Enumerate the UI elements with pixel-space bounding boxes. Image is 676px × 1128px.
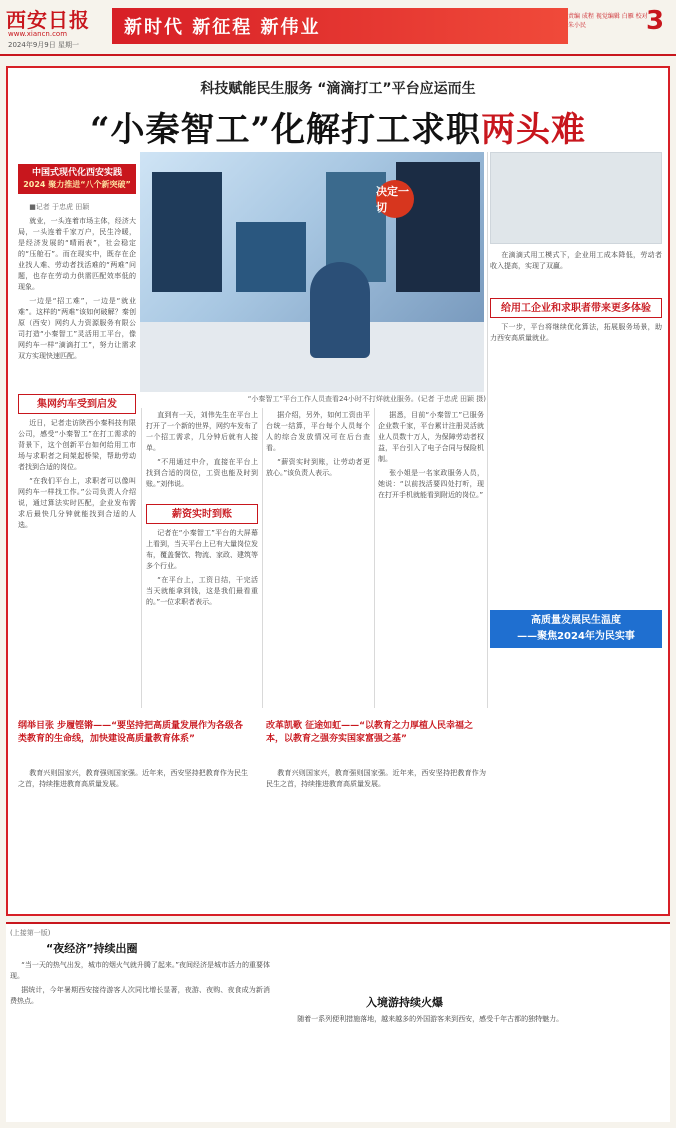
editor-credits: 责编 成程 视觉编辑 白雁 校对 朱小民 xyxy=(568,13,648,29)
photo-person xyxy=(310,262,370,358)
headline-inbound-tourism: 入境游持续火爆 xyxy=(366,996,443,1009)
section-banner: 新时代 新征程 新伟业 xyxy=(112,8,568,44)
photo-screen xyxy=(152,172,222,292)
paragraph: 教育兴则国家兴，教育强则国家强。近年来，西安坚持把教育作为民生之首，持续推进教育高质量发展。 xyxy=(266,769,486,788)
story-kicker: 科技赋能民生服务 “滴滴打工”平台应运而生 xyxy=(200,81,476,97)
paragraph: 近日，记者走访陕西小秦科技有限公司，感受“小秦智工”在打工需求的背景下，这个创新平台如何给用工市场与求职者之间架起桥梁，帮助劳动者找到合适的岗位。 xyxy=(18,419,136,471)
subhead-2: 薪资实时到账 xyxy=(146,504,258,524)
continued-label: (上接第一版) xyxy=(10,929,51,937)
text-column-night-economy xyxy=(10,960,270,1120)
badge-subtitle: ——聚焦2024年为民实事 xyxy=(517,631,635,642)
site-url: www.xiancn.com xyxy=(8,30,68,38)
paragraph: 据悉，目前“小秦智工”已服务企业数千家，平台累计注册灵活就业人员数十万人，为保障劳动者权益，平台引入了电子合同与保险机制。 xyxy=(378,411,484,463)
photo-screen xyxy=(396,162,480,292)
main-photo xyxy=(140,152,484,392)
paragraph: 张小姐是一名家政服务人员，她说：“以前找活要四处打听，现在打开手机就能看到附近的岗位。” xyxy=(378,469,484,499)
feature-story xyxy=(6,66,670,916)
paragraph: 在滴滴式用工模式下，企业用工成本降低，劳动者收入提高，实现了双赢。 xyxy=(490,251,662,270)
newspaper-logo: 西安日报 xyxy=(6,8,90,32)
paragraph: 下一步，平台将继续优化算法，拓展服务场景，助力西安高质量就业。 xyxy=(490,323,662,342)
text-column-2b xyxy=(146,528,258,708)
paragraph: “在平台上，工资日结，干完活当天就能拿到钱，这是我们最看重的。”一位求职者表示。 xyxy=(146,576,258,606)
text-column-4 xyxy=(378,410,484,708)
section-headline-education: 纲举目张 步履铿锵——“要坚持把高质量发展作为各级各类教育的生命线，加快建设高质量教育体系” xyxy=(18,721,244,744)
text-column-5 xyxy=(490,250,662,294)
secondary-photo xyxy=(490,152,662,244)
headline-main: “小秦智工”化解打工求职 xyxy=(89,110,482,150)
subhead-3: 给用工企业和求职者带来更多体验 xyxy=(490,298,662,318)
headline-accent: 两头难 xyxy=(481,110,587,150)
headline-night-economy: “夜经济”持续出圈 xyxy=(46,942,138,955)
photo-caption: “小秦智工”平台工作人员查看24小时不打烊就业服务。(记者 于忠虎 田颖 摄) xyxy=(247,395,486,403)
subhead-1: 集网约车受到启发 xyxy=(18,394,136,414)
text-column-3 xyxy=(266,410,370,708)
badge-title: 高质量发展民生温度 xyxy=(531,615,621,626)
text-column-education xyxy=(18,768,248,908)
paragraph: 就业，一头连着市场主体，经济大局，一头连着千家万户，民生冷暖，是经济发展的“晴雨表”，社会稳定的“压舱石”。而在现实中，既存在企业找人难、劳动者找活难的“两难”问题，也存在劳动力供需匹配效率低的现象。 xyxy=(18,217,136,291)
paragraph: “在我们平台上，求职者可以像叫网约车一样找工作。”公司负责人介绍说，通过算法实时匹配，企业发布需求后最快几分钟就能找到合适的人选。 xyxy=(18,477,136,529)
photo-screen xyxy=(236,222,306,292)
paragraph: 据统计，今年暑期西安接待游客人次同比增长显著，夜游、夜购、夜食成为新消费热点。 xyxy=(10,986,270,1005)
masthead xyxy=(0,0,676,56)
header-rule xyxy=(0,54,676,56)
photo-sign: 决定一切 xyxy=(376,180,414,218)
text-column-reform xyxy=(266,768,486,908)
paragraph: 直到有一天，刘伟先生在平台上打开了一个新的世界，网约车发布了一个招工需求，几分钟后就有人接单。 xyxy=(146,411,258,452)
paragraph: 据介绍，另外，如何工资由平台统一结算，平台每个人员每个人的综合发放情况可在后台查看。 xyxy=(266,411,370,452)
column-rule xyxy=(374,408,375,708)
section-headline-reform: 改革凯歌 征途如虹——“以教育之力厚植人民幸福之本，以教育之强夯实国家富强之基” xyxy=(266,721,474,744)
paragraph: 一边是“招工难”，一边是“就业难”。这样的“两难”该如何破解？秦创原（西安）网约人力资源服务有限公司打造“小秦智工”灵活用工平台，像网约车一样“滴滴打工”，努力让需求双方实现快速匹配。 xyxy=(18,297,136,360)
byline: ■记者 于忠虎 田颖 xyxy=(29,203,90,211)
text-column-5b xyxy=(490,322,662,606)
text-column-1b xyxy=(18,418,136,708)
paragraph: 记者在“小秦智工”平台的大屏幕上看到，当天平台上已有大量岗位发布，覆盖餐饮、物流、家政、建筑等多个行业。 xyxy=(146,529,258,570)
continuation-section xyxy=(6,922,670,1122)
story-headline xyxy=(8,102,668,151)
special-column-badge xyxy=(490,610,662,648)
paragraph: 教育兴则国家兴，教育强则国家强。近年来，西安坚持把教育作为民生之首，持续推进教育高质量发展。 xyxy=(18,769,248,788)
text-column-1 xyxy=(18,202,136,390)
issue-date: 2024年9月9日 星期一 xyxy=(8,41,79,49)
column-rule xyxy=(262,408,263,708)
text-column-tourism xyxy=(286,1014,666,1120)
paragraph: 随着一系列便利措施落地，越来越多的外国游客来到西安，感受千年古都的独特魅力。 xyxy=(297,1015,564,1023)
column-rule xyxy=(141,408,142,708)
series-title: 中国式现代化西安实践 xyxy=(31,168,122,178)
paragraph: “薪资实时到账，让劳动者更放心。”该负责人表示。 xyxy=(266,458,370,477)
paragraph: “当一天的热气出发，城市的烟火气就升腾了起来。”夜间经济是城市活力的重要体现。 xyxy=(10,961,270,980)
paragraph: “不用通过中介，直接在平台上找到合适的岗位，工资也能及时到账。”刘伟说。 xyxy=(146,458,258,488)
text-column-2 xyxy=(146,410,258,500)
column-rule xyxy=(487,152,488,708)
page-number: 3 xyxy=(645,6,665,36)
series-tag xyxy=(18,164,136,194)
series-subtitle: 2024 聚力推进“八个新突破” xyxy=(23,180,131,189)
